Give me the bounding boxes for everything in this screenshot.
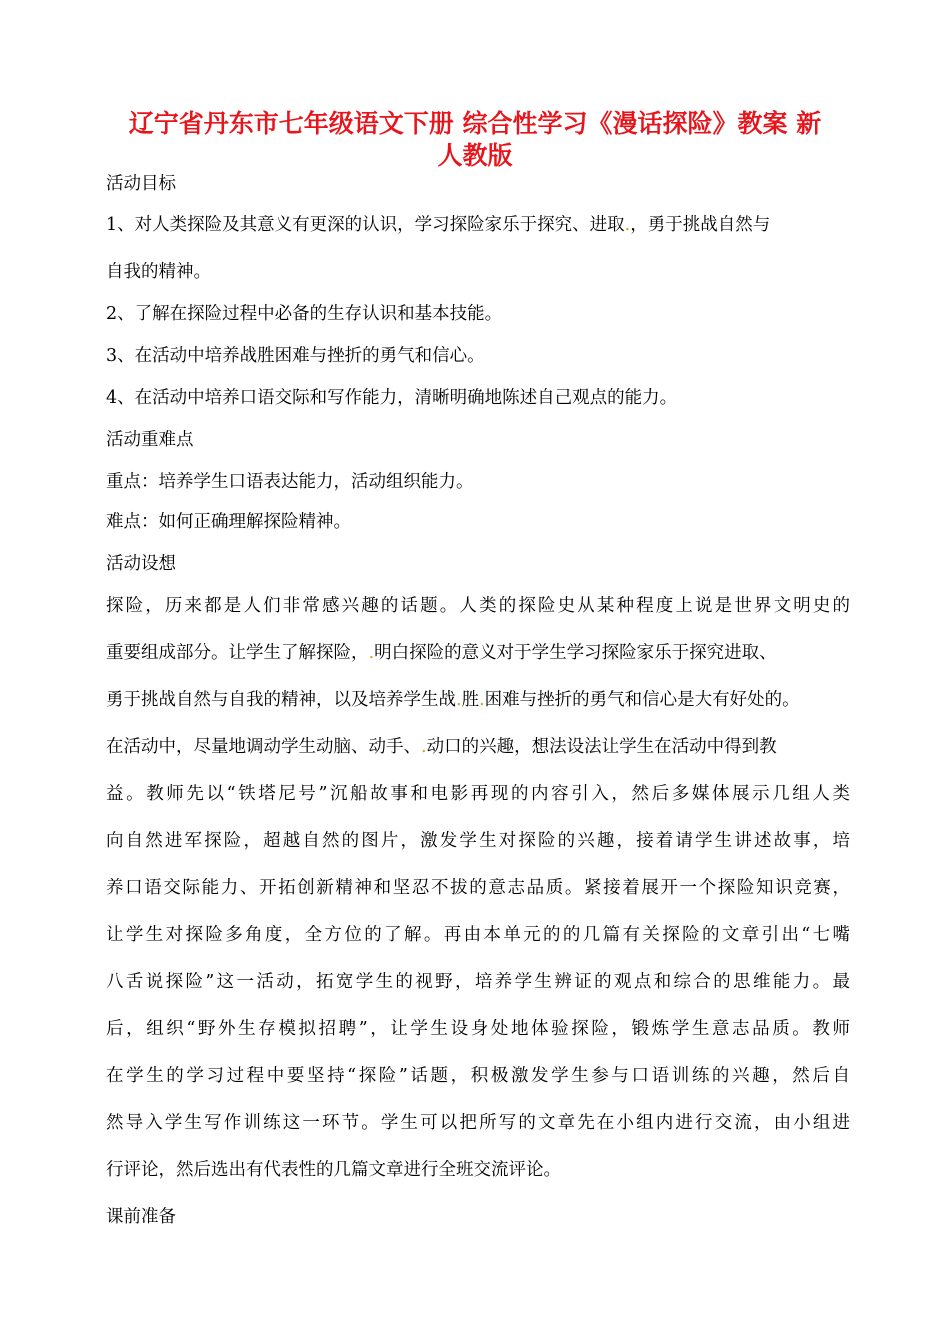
plan-line-10: 后，组织“野外生存模拟招聘”，让学生设身处地体验探险，锻炼学生意志品质。教师 — [106, 1019, 850, 1039]
plan-line-1: 探险，历来都是人们非常感兴趣的话题。人类的探险史从某种程度上说是世界文明史的 — [106, 596, 850, 616]
stray-mark: . — [421, 737, 427, 757]
goal-1 — [106, 213, 850, 237]
stray-mark: . — [624, 215, 631, 235]
plan-line-3-a: 勇于挑战自然与自我的精神，以及培养学生战 — [106, 690, 456, 710]
plan-line-4-a: 在活动中，尽量地调动学生动脑、动手、 — [106, 737, 421, 757]
plan-line-3 — [106, 688, 850, 712]
plan-line-11: 在学生的学习过程中要坚持“探险”话题，积极激发学生参与口语训练的兴趣，然后自 — [106, 1066, 850, 1086]
key-point: 重点：培养学生口语表达能力，活动组织能力。 — [106, 472, 474, 492]
plan-line-9: 八舌说探险”这一活动，拓宽学生的视野，培养学生辨证的观点和综合的思维能力。最 — [106, 972, 850, 992]
plan-line-7: 养口语交际能力、开拓创新精神和坚忍不拔的意志品质。紧接着展开一个探险知识竞赛， — [106, 878, 850, 898]
title-line-1: 辽宁省丹东市七年级语文下册 综合性学习《漫话探险》教案 新 — [128, 109, 822, 138]
goal-3: 3、在活动中培养战胜困难与挫折的勇气和信心。 — [106, 346, 485, 366]
heading-plan: 活动设想 — [106, 554, 176, 574]
plan-line-2-b: 明白探险的意义对于学生学习探险家乐于探究进取、 — [374, 643, 777, 663]
plan-line-6: 向自然进军探险，超越自然的图片，激发学生对探险的兴趣，接着请学生讲述故事，培 — [106, 831, 850, 851]
heading-goals: 活动目标 — [106, 174, 176, 194]
plan-line-3-b: 胜 — [461, 690, 480, 710]
plan-line-2 — [106, 641, 850, 665]
plan-line-4-b: 动口的兴趣，想法设法让学生在活动中得到教 — [426, 737, 777, 757]
goal-1-text-cont: ，勇于挑战自然与 — [630, 215, 771, 235]
title-line-2: 人教版 — [437, 141, 513, 170]
plan-line-5: 益。教师先以“铁塔尼号”沉船故事和电影再现的内容引入，然后多媒体展示几组人类 — [106, 784, 850, 804]
heading-preparation: 课前准备 — [106, 1207, 176, 1227]
stray-mark: . — [479, 690, 485, 710]
plan-line-12: 然导入学生写作训练这一环节。学生可以把所写的文章先在小组内进行交流，由小组进 — [106, 1113, 850, 1133]
plan-line-13: 行评论，然后选出有代表性的几篇文章进行全班交流评论。 — [106, 1160, 561, 1180]
goal-1-text: 1、对人类探险及其意义有更深的认识，学习探险家乐于探究、进取 — [106, 215, 625, 235]
plan-line-4 — [106, 735, 850, 759]
goal-1-end: 自我的精神。 — [106, 262, 211, 282]
plan-line-8: 让学生对探险多角度，全方位的了解。再由本单元的的几篇有关探险的文章引出“七嘴 — [106, 925, 850, 945]
stray-mark: . — [456, 690, 462, 710]
difficult-point: 难点：如何正确理解探险精神。 — [106, 512, 351, 532]
plan-line-3-c: 困难与挫折的勇气和信心是大有好处的。 — [484, 690, 800, 710]
goal-2: 2、了解在探险过程中必备的生存认识和基本技能。 — [106, 304, 503, 324]
document-title — [100, 108, 850, 172]
plan-line-2-a: 重要组成部分。让学生了解探险， — [106, 643, 369, 663]
heading-key-points: 活动重难点 — [106, 430, 194, 450]
goal-4: 4、在活动中培养口语交际和写作能力，清晰明确地陈述自己观点的能力。 — [106, 388, 678, 408]
stray-mark: . — [368, 643, 375, 663]
